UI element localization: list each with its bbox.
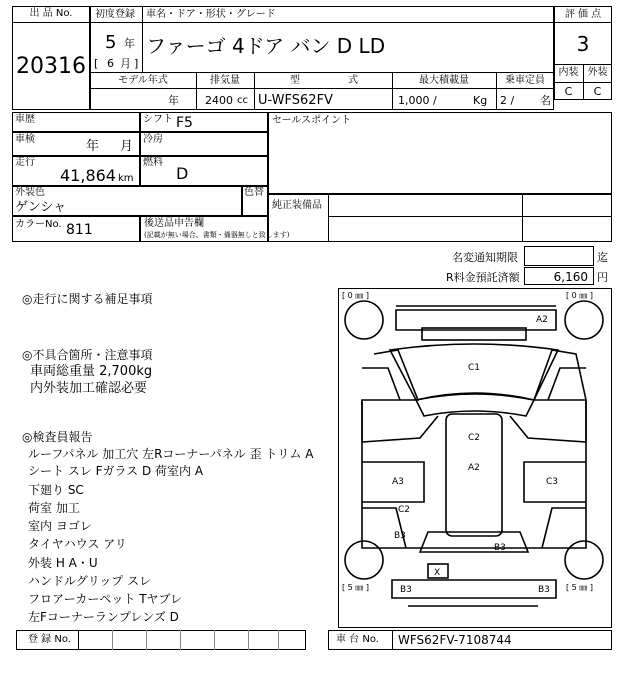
exterior-color-value: ゲンシャ	[15, 200, 67, 215]
inspector-heading: ◎検査員報告	[22, 430, 93, 444]
exterior-color-label: 外装色	[15, 187, 45, 198]
mark-bumper-right: B3	[538, 585, 550, 595]
capacity-unit: 名	[540, 94, 551, 107]
registration-col-0	[78, 630, 79, 650]
windshield	[416, 394, 534, 416]
displacement-value: 2400	[205, 94, 233, 107]
mark-roof-center: A2	[468, 463, 480, 473]
model-year-unit: 年	[168, 94, 179, 107]
month-bracket-right: ]	[134, 57, 139, 70]
history-label: 車歴	[15, 114, 35, 125]
inspector-line-5: 室内 ヨゴレ	[28, 519, 92, 533]
inspector-line-7: 外装 H A・U	[28, 556, 98, 570]
lot-number-value: 20316	[16, 54, 86, 79]
chassis-no-label: 車 台 No.	[336, 634, 379, 645]
car-name-label: 車名・ドア・形状・グレード	[146, 9, 276, 20]
score-header-divider	[554, 22, 612, 23]
inspector-line-2: シート スレ Fガラス D 荷室内 A	[28, 464, 204, 478]
exterior-grade-label: 外装	[587, 67, 608, 78]
inspector-line-9: フロアーカーペット Tヤブレ	[28, 592, 183, 606]
first-reg-divider	[142, 6, 143, 72]
wheel-rear-right	[565, 541, 603, 579]
first-reg-month-unit: 月	[120, 57, 131, 70]
model-label: 型	[290, 75, 300, 86]
ac-label: 冷房	[143, 134, 163, 145]
color-no-value: 811	[66, 222, 93, 238]
tire-depth-rear-left: [ 5 ㎜ ]	[342, 583, 369, 592]
inspection-year-unit: 年	[86, 139, 100, 154]
defect-line-1: 車両総重量 2,700kg	[30, 364, 153, 379]
title-change-unit: 迄	[597, 251, 608, 264]
fuel-label: 燃料	[143, 157, 163, 168]
header-spec-mid-divider	[90, 88, 554, 89]
inspector-line-6: タイヤハウス アリ	[28, 537, 127, 551]
genuine-equipment-col-1	[328, 194, 329, 242]
aftermarket-label: 後送品申告欄	[144, 218, 204, 229]
right-body-side	[510, 400, 586, 442]
exterior-grade-value: C	[593, 85, 602, 98]
mark-roof: C2	[468, 433, 481, 443]
recycle-label: R料金預託済額	[446, 271, 520, 284]
aftermarket-note: (記載が無い場合、書類・備器無しと致します)	[144, 231, 290, 239]
recycle-value: 6,160	[553, 270, 588, 284]
shift-value: F5	[176, 115, 193, 131]
mileage-value: 41,864	[60, 166, 116, 185]
score-label: 評 価 点	[564, 9, 602, 20]
rear-bumper	[392, 580, 556, 598]
inspector-line-4: 荷室 加工	[28, 501, 80, 515]
genuine-equipment-col-2	[522, 194, 523, 242]
displacement-label: 排気量	[210, 75, 240, 86]
color-no-label: カラーNo.	[15, 219, 62, 230]
left-body-side	[362, 400, 438, 442]
registration-no-label: 登 録 No.	[28, 634, 71, 645]
score-value: 3	[576, 32, 590, 56]
genuine-equipment-divider	[328, 216, 612, 217]
max-load-label: 最大積載量	[419, 75, 469, 86]
header-title-divider	[90, 22, 554, 23]
fuel-value: D	[176, 164, 189, 183]
left-front-fender	[362, 368, 400, 400]
max-load-value: 1,000 /	[398, 94, 437, 107]
mark-right-side: C3	[546, 477, 559, 487]
mark-rear: B3	[494, 543, 506, 553]
mark-left-side: A3	[392, 477, 404, 487]
defects-heading: ◎不具合箇所・注意事項	[22, 348, 153, 362]
mark-left-rear: C2	[398, 505, 411, 515]
first-reg-year-unit: 年	[124, 37, 135, 50]
inspector-line-3: 下廻り SC	[28, 483, 84, 497]
first-reg-month: 6	[107, 57, 114, 70]
sales-point-label: セールスポイント	[272, 115, 352, 126]
tire-depth-front-right: [ 0 ㎜ ]	[566, 291, 593, 300]
inspector-line-10: 左Fコーナーランプレンズ D	[28, 610, 179, 624]
header-spec-top-divider	[90, 72, 554, 73]
front-bumper	[396, 310, 556, 330]
mark-bumper-x: X	[434, 568, 441, 578]
mark-bumper-left: B3	[400, 585, 412, 595]
rear-gate	[420, 532, 528, 552]
body-outline	[362, 350, 586, 548]
mark-hood: C1	[468, 363, 481, 373]
model-year-label: モデル年式	[118, 75, 168, 86]
interior-grade-label: 内装	[558, 67, 579, 78]
title-change-field	[524, 246, 594, 266]
chassis-no-value: WFS62FV-7108744	[398, 633, 512, 647]
interior-grade-value: C	[564, 85, 573, 98]
inspector-line-8: ハンドルグリップ スレ	[28, 574, 152, 588]
registration-col-1	[112, 630, 113, 650]
driving-notes-heading: ◎走行に関する補足事項	[22, 292, 153, 306]
registration-col-5	[248, 630, 249, 650]
mark-left-lower: B3	[394, 531, 406, 541]
shift-label: シフト	[143, 114, 173, 125]
vehicle-damage-diagram	[338, 288, 612, 628]
inspection-label: 車検	[15, 134, 35, 145]
capacity-value: 2 /	[500, 94, 515, 107]
first-reg-label: 初度登録	[95, 9, 135, 20]
mileage-unit: km	[118, 173, 134, 184]
mark-roof-front: A2	[536, 315, 548, 325]
capacity-label: 乗車定員	[505, 75, 545, 86]
registration-col-4	[214, 630, 215, 650]
lot-number-label: 出 品 No.	[29, 8, 73, 19]
mileage-label: 走行	[15, 157, 35, 168]
first-reg-year: 5	[105, 32, 117, 53]
title-change-label: 名変通知期限	[452, 251, 518, 264]
defect-line-2: 内外装加工確認必要	[30, 381, 148, 396]
tire-depth-front-left: [ 0 ㎜ ]	[342, 291, 369, 300]
max-load-unit: Kg	[473, 94, 488, 107]
registration-col-3	[180, 630, 181, 650]
tire-depth-rear-right: [ 5 ㎜ ]	[566, 583, 593, 592]
wheel-front-right	[565, 301, 603, 339]
wheel-rear-left	[345, 541, 383, 579]
inspection-month-unit: 月	[120, 139, 134, 154]
registration-col-2	[146, 630, 147, 650]
model-label-2: 式	[348, 75, 358, 86]
registration-col-6	[278, 630, 279, 650]
displacement-unit: cc	[237, 95, 248, 106]
spec-col-2	[254, 72, 255, 110]
car-name-value: ファーゴ 4ドア バン D LD	[146, 34, 386, 58]
inspector-line-1: ルーフパネル 加工穴 左Rコーナーパネル 歪 トリム A	[28, 447, 314, 461]
chassis-no-divider	[392, 630, 393, 650]
wheel-front-left	[345, 301, 383, 339]
lot-header-divider	[12, 22, 90, 23]
month-bracket-left: [	[94, 57, 99, 70]
recycle-unit: 円	[597, 271, 608, 284]
model-value: U-WFS62FV	[258, 93, 333, 108]
color-change-label: 色替	[244, 187, 264, 198]
genuine-equipment-label: 純正装備品	[272, 200, 322, 211]
